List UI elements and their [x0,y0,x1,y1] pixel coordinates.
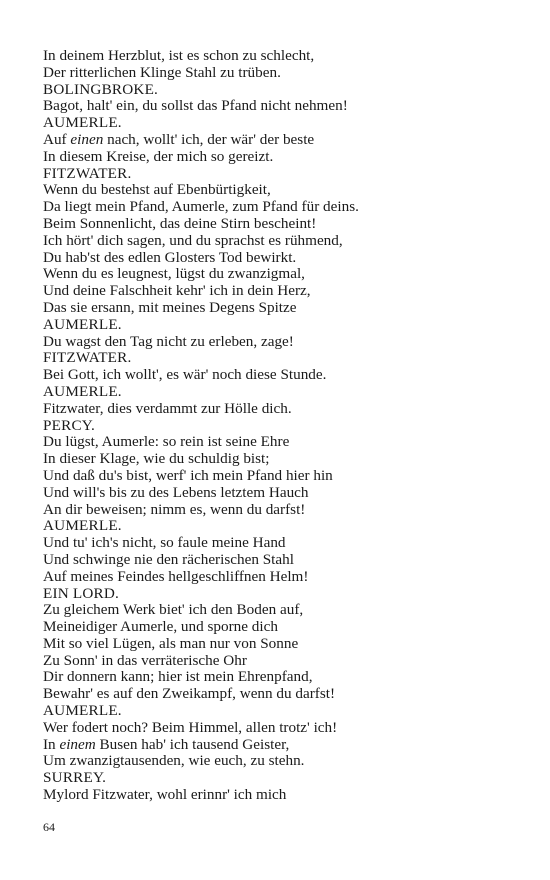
line-text: In [43,735,60,753]
verse-line [43,250,523,267]
verse-line [43,535,523,552]
verse-line [43,502,523,519]
speaker-name [43,115,523,132]
line-text: EIN LORD. [43,584,120,602]
verse-line [43,132,523,149]
verse-line [43,266,523,283]
line-text: Auf meines Feindes hellgeschliffnen Helm! [43,567,309,585]
page-number: 64 [43,820,55,834]
speaker-name [43,384,523,401]
line-text: Fitzwater, dies verdammt zur Hölle dich. [43,399,292,417]
line-text: Und deine Falschheit kehr' ich in dein Herz, [43,282,311,300]
verse-line [43,233,523,250]
line-text: Du lügst, Aumerle: so rein ist seine Ehre [43,433,290,451]
line-text: SURREY. [43,769,107,787]
verse-line [43,552,523,569]
verse-line [43,216,523,233]
verse-line [43,686,523,703]
line-text: Bagot, halt' ein, du sollst das Pfand nicht nehmen! [43,97,348,115]
verse-line [43,199,523,216]
line-text: Bewahr' es auf den Zweikampf, wenn du darfst! [43,685,336,703]
line-text: FITZWATER. [43,164,132,182]
speaker-name [43,586,523,603]
verse-line [43,753,523,770]
verse-line [43,283,523,300]
line-text: Meineidiger Aumerle, und sporne dich [43,618,278,636]
line-text: Du hab'st des edlen Glosters Tod bewirkt. [43,248,297,266]
line-text: Mylord Fitzwater, wohl erinnr' ich mich [43,786,287,804]
verse-line [43,468,523,485]
line-text: Und daß du's bist, werf' ich mein Pfand hier hin [43,466,333,484]
verse-line [43,485,523,502]
emphasized-word: einen [70,130,104,148]
line-text: Wer fodert noch? Beim Himmel, allen trotz' ich! [43,718,338,736]
line-text: Zu gleichem Werk biet' ich den Boden auf, [43,601,304,619]
line-text: In diesem Kreise, der mich so gereizt. [43,147,274,165]
line-text: Busen hab' ich tausend Geister, [95,735,290,753]
verse-line [43,401,523,418]
verse-line [43,669,523,686]
line-text: Und will's bis zu des Lebens letztem Hauch [43,483,309,501]
speaker-name [43,166,523,183]
speaker-name [43,82,523,99]
line-text: Um zwanzigtausenden, wie euch, zu stehn. [43,752,305,770]
line-text: Und tu' ich's nicht, so faule meine Hand [43,534,286,552]
speaker-name [43,703,523,720]
line-text: PERCY. [43,416,95,434]
line-text: Du wagst den Tag nicht zu erleben, zage! [43,332,294,350]
speaker-name [43,418,523,435]
speaker-name [43,317,523,334]
verse-line [43,367,523,384]
verse-line [43,720,523,737]
verse-line [43,334,523,351]
line-text: Der ritterlichen Klinge Stahl zu trüben. [43,63,281,81]
line-text: Wenn du bestehst auf Ebenbürtigkeit, [43,181,271,199]
verse-line [43,182,523,199]
line-text: AUMERLE. [43,702,122,720]
line-text: Bei Gott, ich wollt', es wär' noch diese Stunde. [43,366,327,384]
line-text: Mit so viel Lügen, als man nur von Sonne [43,634,299,652]
verse-line [43,98,523,115]
verse-line [43,65,523,82]
drama-text [43,48,523,804]
verse-line [43,434,523,451]
line-text: Zu Sonn' in das verräterische Ohr [43,651,247,669]
line-text: Das sie ersann, mit meines Degens Spitze [43,298,297,316]
line-text: In dieser Klage, wie du schuldig bist; [43,450,270,468]
line-text: BOLINGBROKE. [43,80,159,98]
verse-line [43,787,523,804]
verse-line [43,737,523,754]
verse-line [43,653,523,670]
verse-line [43,569,523,586]
verse-line [43,636,523,653]
line-text: AUMERLE. [43,315,122,333]
line-text: Und schwinge nie den rächerischen Stahl [43,550,294,568]
emphasized-word: einem [59,735,96,753]
line-text: Ich hört' dich sagen, und du sprachst es rühmend, [43,231,343,249]
speaker-name [43,518,523,535]
verse-line [43,48,523,65]
line-text: AUMERLE. [43,114,122,132]
verse-line [43,451,523,468]
line-text: FITZWATER. [43,349,132,367]
verse-line [43,619,523,636]
line-text: AUMERLE. [43,517,122,535]
speaker-name [43,350,523,367]
line-text: In deinem Herzblut, ist es schon zu schlecht, [43,47,315,64]
line-text: Dir donnern kann; hier ist mein Ehrenpfand, [43,668,313,686]
line-text: Beim Sonnenlicht, das deine Stirn bescheint! [43,214,317,232]
speaker-name [43,770,523,787]
verse-line [43,602,523,619]
verse-line [43,149,523,166]
verse-line [43,300,523,317]
line-text: Da liegt mein Pfand, Aumerle, zum Pfand für deins. [43,198,359,216]
line-text: An dir beweisen; nimm es, wenn du darfst! [43,500,306,518]
line-text: Auf [43,130,71,148]
line-text: AUMERLE. [43,382,122,400]
line-text: nach, wollt' ich, der wär' der beste [103,130,315,148]
line-text: Wenn du es leugnest, lügst du zwanzigmal, [43,265,305,283]
